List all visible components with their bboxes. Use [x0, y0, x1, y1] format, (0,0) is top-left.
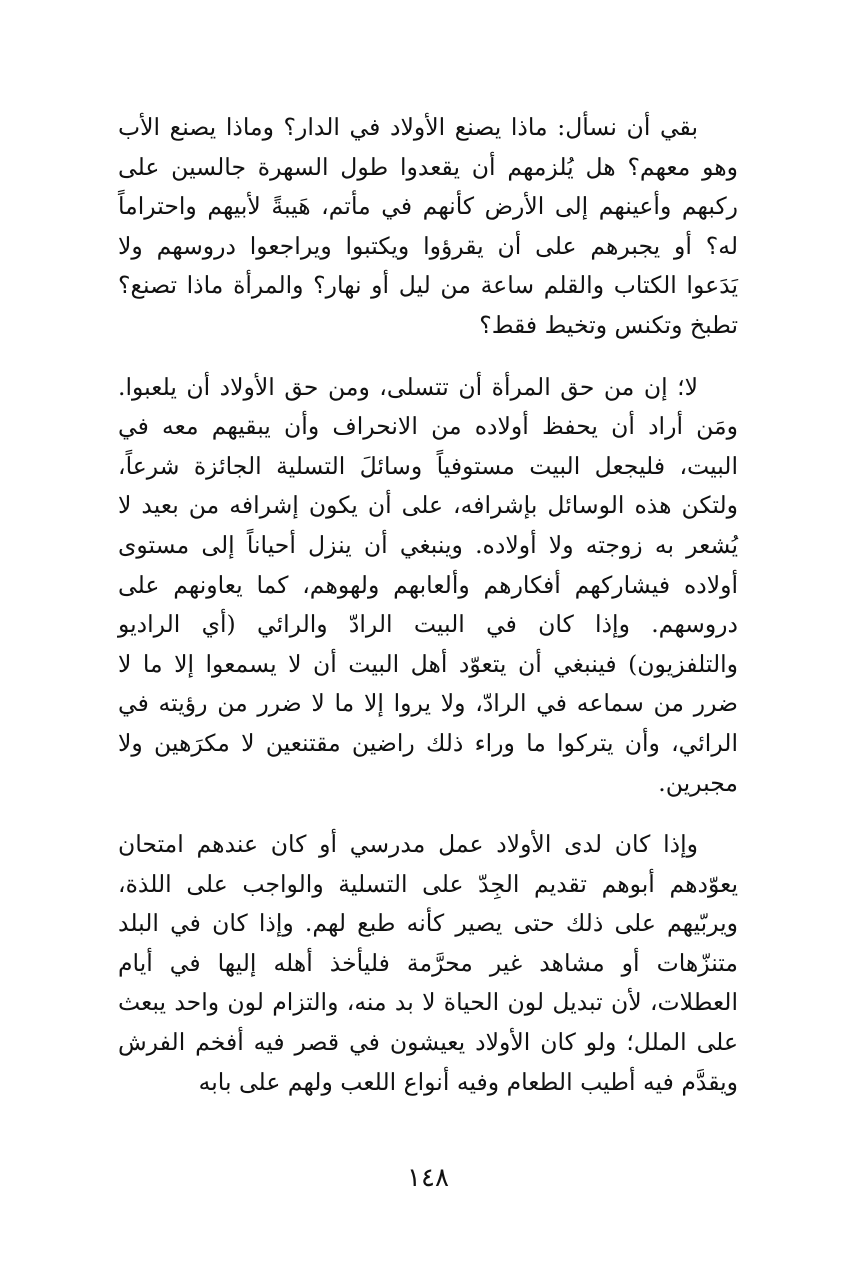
page-number: ١٤٨ [407, 1163, 449, 1193]
body-text [118, 108, 738, 1102]
paragraph-3: وإذا كان لدى الأولاد عمل مدرسي أو كان عندهم امتحان يعوّدهم أبوهم تقديم الجِدّ على التسلية والواجب على اللذة، ويربّيهم على ذلك حتى يصير كأنه طبع لهم. وإذا كان في البلد متنزّهات أو مشاهد غير محرَّمة فليأخذ أهله إليها في أيام العطلات، لأن تبديل لون الحياة لا بد منه، والتزام لون واحد يبعث على الملل؛ ولو كان الأولاد يعيشون في قصر فيه أفخم الفرش ويقدَّم فيه أطيب الطعام وفيه أنواع اللعب ولهم على بابه [118, 830, 738, 1096]
paragraph-1: بقي أن نسأل: ماذا يصنع الأولاد في الدار؟ وماذا يصنع الأب وهو معهم؟ هل يُلزمهم أن يقعدوا طول السهرة جالسين على ركبهم وأعينهم إلى الأرض كأنهم في مأتم، هَيبةً لأبيهم واحتراماً له؟ أو يجبرهم على أن يقرؤوا ويكتبوا ويراجعوا دروسهم ولا يَدَعوا الكتاب والقلم ساعة من ليل أو نهار؟ والمرأة ماذا تصنع؟ تطبخ وتكنس وتخيط فقط؟ [118, 113, 738, 339]
paragraph-2: لا؛ إن من حق المرأة أن تتسلى، ومن حق الأولاد أن يلعبوا. ومَن أراد أن يحفظ أولاده من الانحراف وأن يبقيهم معه في البيت، فليجعل البيت مستوفياً وسائلَ التسلية الجائزة شرعاً، ولتكن هذه الوسائل بإشرافه، على أن يكون إشرافه من بعيد لا يُشعر به زوجته ولا أولاده. وينبغي أن ينزل أحياناً إلى مستوى أولاده فيشاركهم أفكارهم وألعابهم ولهوهم، كما يعاونهم على دروسهم. وإذا كان في البيت الرادّ والرائي (أي الراديو والتلفزيون) فينبغي أن يتعوّد أهل البيت أن لا يسمعوا إلا ما لا ضرر من سماعه في الرادّ، ولا يروا إلا ما لا ضرر من رؤيته في الرائي، وأن يتركوا ما وراء ذلك راضين مقتنعين لا مكرَهين ولا مجبرين. [118, 372, 738, 797]
